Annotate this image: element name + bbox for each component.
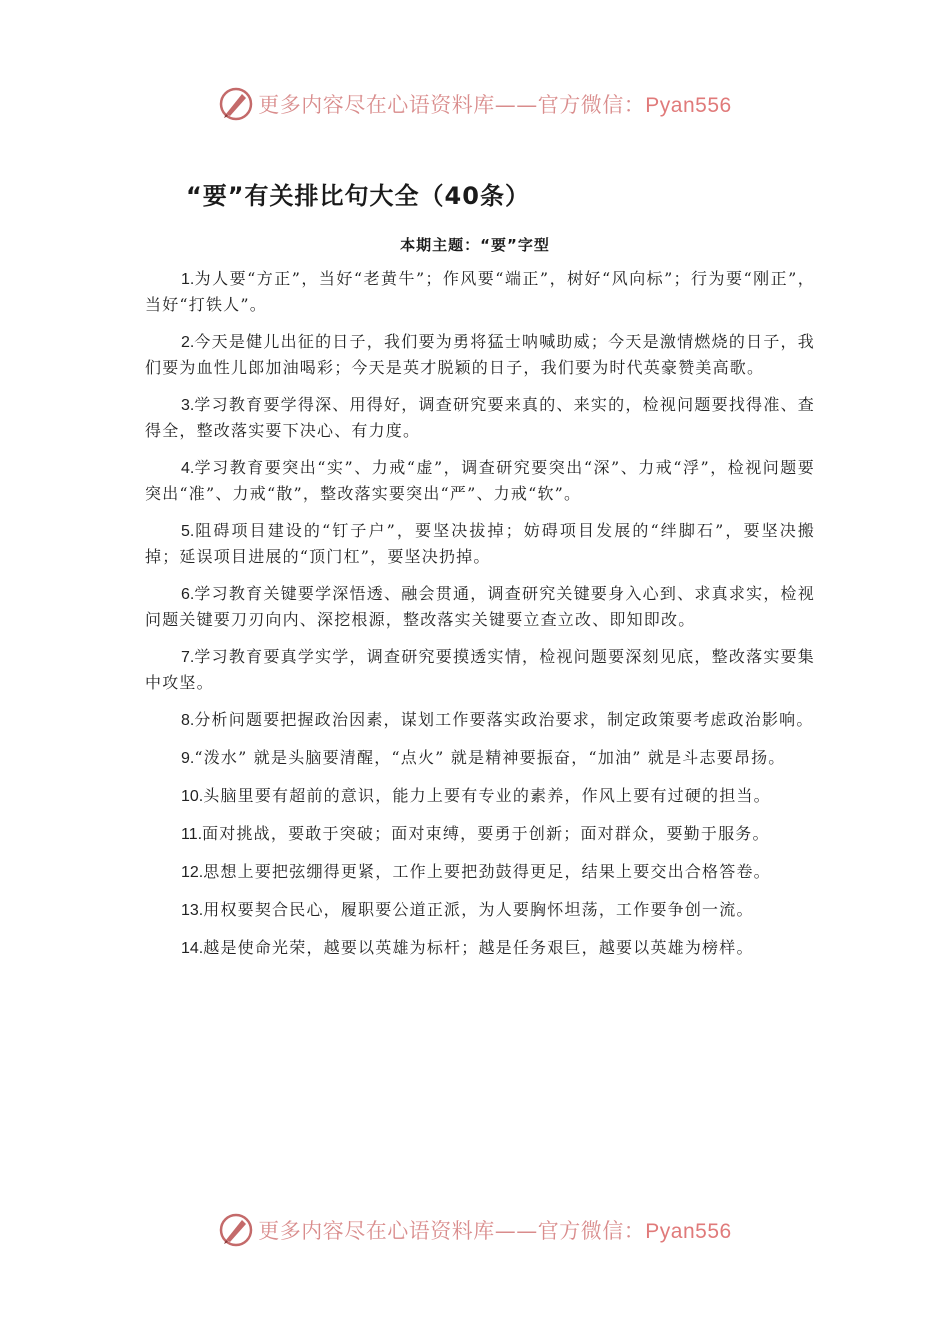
watermark-text bbox=[258, 89, 731, 119]
item-number: 2. bbox=[181, 334, 195, 351]
item-text: 学习教育要真学实学，调查研究要摸透实情，检视问题要深刻见底，整改落实要集中攻坚。 bbox=[145, 647, 815, 692]
list-item bbox=[145, 783, 815, 809]
item-text: 阻碍项目建设的“钉子户”，要坚决拔掉；妨碍项目发展的“绊脚石”，要坚决搬掉；延误项目进展的“顶门杠”，要坚决扔掉。 bbox=[145, 521, 815, 566]
footer-watermark bbox=[0, 1210, 950, 1250]
list-item bbox=[145, 581, 815, 632]
item-number: 1. bbox=[181, 271, 195, 288]
list-item bbox=[145, 329, 815, 380]
watermark-dash: —— bbox=[494, 93, 538, 117]
item-number: 3. bbox=[181, 397, 195, 414]
item-text: 学习教育要突出“实”、力戒“虚”，调查研究要突出“深”、力戒“浮”，检视问题要突出“准”、力戒“散”，整改落实要突出“严”、力戒“软”。 bbox=[145, 458, 815, 503]
item-number: 9. bbox=[181, 750, 195, 767]
watermark-text bbox=[258, 1215, 731, 1245]
watermark-wechat-id: Pyan556 bbox=[645, 1220, 732, 1243]
list-item bbox=[145, 518, 815, 569]
pen-logo-icon bbox=[218, 1212, 254, 1248]
item-text: 为人要“方正”，当好“老黄牛”；作风要“端正”，树好“风向标”；行为要“刚正”，当好“打铁人”。 bbox=[145, 269, 815, 314]
item-number: 5. bbox=[181, 523, 195, 540]
list-item bbox=[145, 266, 815, 317]
page-subtitle: 本期主题：“要”字型 bbox=[400, 236, 550, 254]
list-item bbox=[145, 644, 815, 695]
item-number: 10. bbox=[181, 788, 204, 805]
item-number: 13. bbox=[181, 902, 204, 919]
item-text: 分析问题要把握政治因素，谋划工作要落实政治要求，制定政策要考虑政治影响。 bbox=[194, 710, 814, 729]
item-number: 8. bbox=[181, 712, 195, 729]
watermark-main: 更多内容尽在心语资料库 bbox=[258, 1219, 495, 1243]
page-title: “要”有关排比句大全（40条） bbox=[186, 182, 530, 210]
list-item bbox=[145, 859, 815, 885]
watermark-dash: —— bbox=[494, 1219, 538, 1243]
item-text: 头脑里要有超前的意识，能力上要有专业的素养，作风上要有过硬的担当。 bbox=[203, 786, 771, 805]
pen-logo-icon bbox=[218, 86, 254, 122]
list-item bbox=[145, 821, 815, 847]
item-number: 7. bbox=[181, 649, 195, 666]
item-text: 面对挑战，要敢于突破；面对束缚，要勇于创新；面对群众，要勤于服务。 bbox=[202, 824, 770, 843]
watermark-wechat-label: 官方微信： bbox=[537, 93, 646, 117]
item-text: 学习教育要学得深、用得好，调查研究要来真的、来实的，检视问题要找得准、查得全，整改落实要下决心、有力度。 bbox=[145, 395, 815, 440]
list-item bbox=[145, 707, 815, 733]
list-item bbox=[145, 745, 815, 771]
list-item bbox=[145, 455, 815, 506]
item-number: 6. bbox=[181, 586, 195, 603]
header-watermark bbox=[0, 84, 950, 124]
item-text: 越是使命光荣，越要以英雄为标杆；越是任务艰巨，越要以英雄为榜样。 bbox=[203, 938, 754, 957]
item-number: 14. bbox=[181, 940, 204, 957]
item-number: 4. bbox=[181, 460, 195, 477]
watermark-main: 更多内容尽在心语资料库 bbox=[258, 93, 495, 117]
item-text: 用权要契合民心，履职要公道正派，为人要胸怀坦荡，工作要争创一流。 bbox=[203, 900, 754, 919]
list-item bbox=[145, 935, 815, 961]
item-text: “泼水” 就是头脑要清醒，“点火” 就是精神要振奋，“加油” 就是斗志要昂扬。 bbox=[194, 748, 786, 767]
item-text: 思想上要把弦绷得更紧，工作上要把劲鼓得更足，结果上要交出合格答卷。 bbox=[203, 862, 771, 881]
item-number: 12. bbox=[181, 864, 204, 881]
watermark-wechat-id: Pyan556 bbox=[645, 94, 732, 117]
item-text: 学习教育关键要学深悟透、融会贯通，调查研究关键要身入心到、求真求实，检视问题关键要刀刃向内、深挖根源，整改落实关键要立查立改、即知即改。 bbox=[145, 584, 815, 629]
item-number: 11. bbox=[181, 826, 203, 843]
list-item bbox=[145, 392, 815, 443]
item-list bbox=[145, 266, 815, 973]
watermark-wechat-label: 官方微信： bbox=[537, 1219, 646, 1243]
list-item bbox=[145, 897, 815, 923]
item-text: 今天是健儿出征的日子，我们要为勇将猛士呐喊助威；今天是激情燃烧的日子，我们要为血性儿郎加油喝彩；今天是英才脱颖的日子，我们要为时代英豪赞美高歌。 bbox=[145, 332, 815, 377]
